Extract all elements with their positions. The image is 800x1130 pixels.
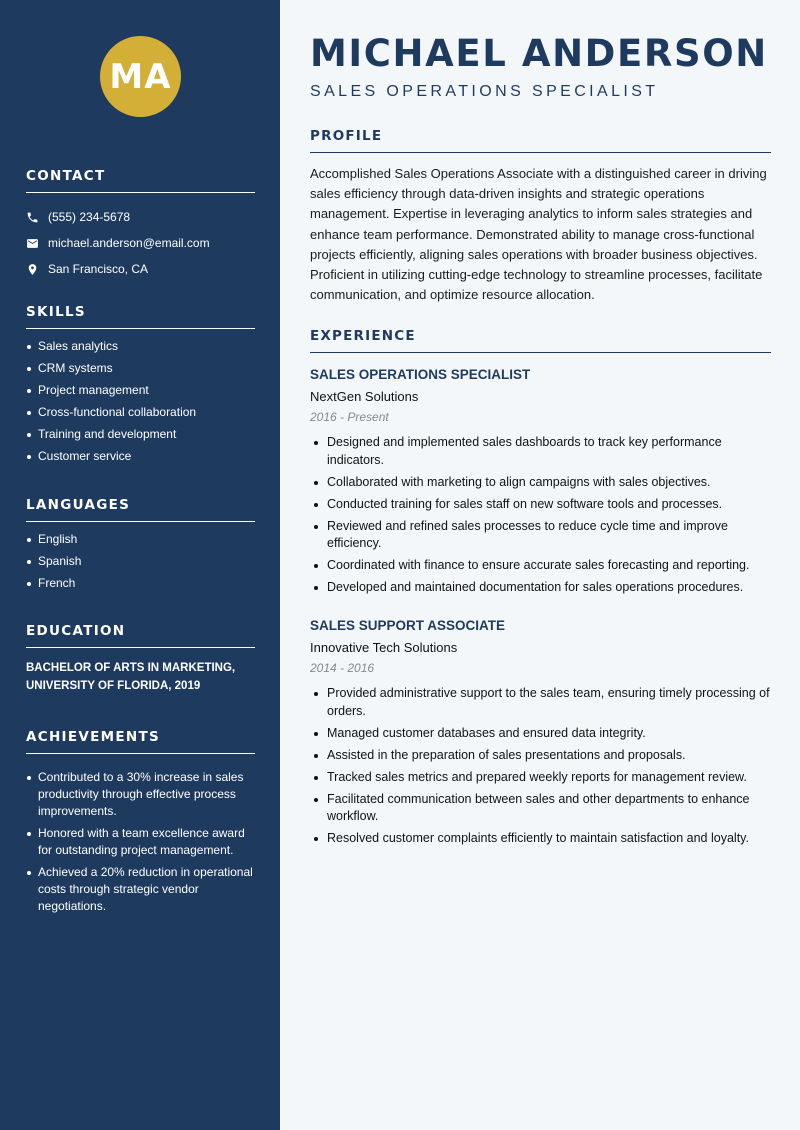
contact-heading: CONTACT bbox=[26, 168, 255, 193]
job-bullet: Tracked sales metrics and prepared weekly reports for management review. bbox=[310, 769, 771, 787]
profile-section bbox=[310, 128, 771, 305]
skill-item: Customer service bbox=[26, 449, 255, 464]
skills-heading: SKILLS bbox=[26, 304, 255, 329]
skill-item: Cross-functional collaboration bbox=[26, 405, 255, 420]
contact-phone bbox=[26, 204, 255, 230]
experience-section bbox=[310, 328, 771, 353]
job-bullet: Coordinated with finance to ensure accurate sales forecasting and reporting. bbox=[310, 557, 771, 575]
achievements-section bbox=[26, 729, 255, 920]
language-item: English bbox=[26, 532, 255, 547]
candidate-title: SALES OPERATIONS SPECIALIST bbox=[310, 83, 659, 100]
job-bullet: Managed customer databases and ensured data integrity. bbox=[310, 725, 771, 743]
education-line-2: UNIVERSITY OF FLORIDA, 2019 bbox=[26, 680, 201, 692]
job-bullet: Developed and maintained documentation for sales operations procedures. bbox=[310, 579, 771, 597]
location-pin-icon bbox=[26, 263, 39, 276]
achievements-heading: ACHIEVEMENTS bbox=[26, 729, 255, 754]
phone-icon bbox=[26, 211, 39, 224]
profile-heading: PROFILE bbox=[310, 128, 771, 153]
skill-item: Project management bbox=[26, 383, 255, 398]
job-bullet: Reviewed and refined sales processes to reduce cycle time and improve efficiency. bbox=[310, 518, 771, 553]
mail-icon bbox=[26, 237, 39, 250]
language-item: Spanish bbox=[26, 554, 255, 569]
job-company: Innovative Tech Solutions bbox=[310, 640, 458, 655]
achievement-item: Contributed to a 30% increase in sales productivity through effective process improvements. bbox=[26, 769, 255, 820]
job-entry bbox=[310, 617, 771, 852]
job-dates: 2014 - 2016 bbox=[310, 661, 375, 675]
profile-text: Accomplished Sales Operations Associate with a distinguished career in driving sales efficiency through data-driven insights and strategic operations management. Expertise in leveraging analytics to inform sales strategies and enhance team performance. Demonstrated ability to manage cross-functional projects efficiently, aligning sales operations with broader business objectives. Proficient in utilizing cutting-edge technology to streamline processes, facilitate communication, and optimize resource allocation. bbox=[310, 166, 767, 303]
skill-item: CRM systems bbox=[26, 361, 255, 376]
contact-email bbox=[26, 230, 255, 256]
job-title: SALES SUPPORT ASSOCIATE bbox=[310, 618, 506, 633]
education-degree bbox=[26, 659, 255, 695]
education-heading: EDUCATION bbox=[26, 623, 255, 648]
achievement-item: Honored with a team excellence award for outstanding project management. bbox=[26, 825, 255, 859]
contact-section bbox=[26, 168, 255, 282]
candidate-name: MICHAEL ANDERSON bbox=[310, 32, 768, 75]
job-bullet: Conducted training for sales staff on new software tools and processes. bbox=[310, 496, 771, 514]
job-bullet: Facilitated communication between sales and other departments to enhance workflow. bbox=[310, 791, 771, 826]
job-bullet: Collaborated with marketing to align campaigns with sales objectives. bbox=[310, 474, 771, 492]
languages-heading: LANGUAGES bbox=[26, 497, 255, 522]
job-bullet: Designed and implemented sales dashboards to track key performance indicators. bbox=[310, 434, 771, 469]
avatar-initials: MA bbox=[109, 56, 172, 97]
skill-item: Sales analytics bbox=[26, 339, 255, 354]
job-title: SALES OPERATIONS SPECIALIST bbox=[310, 367, 531, 382]
job-bullet: Provided administrative support to the sales team, ensuring timely processing of orders. bbox=[310, 685, 771, 720]
experience-heading: EXPERIENCE bbox=[310, 328, 771, 353]
phone-text: (555) 234-5678 bbox=[48, 210, 131, 224]
job-bullet: Assisted in the preparation of sales presentations and proposals. bbox=[310, 747, 771, 765]
languages-section bbox=[26, 497, 255, 598]
location-text: San Francisco, CA bbox=[48, 262, 149, 276]
contact-location bbox=[26, 256, 255, 282]
skills-section bbox=[26, 304, 255, 471]
skill-item: Training and development bbox=[26, 427, 255, 442]
language-item: French bbox=[26, 576, 255, 591]
job-bullet: Resolved customer complaints efficiently to maintain satisfaction and loyalty. bbox=[310, 830, 771, 848]
job-dates: 2016 - Present bbox=[310, 410, 389, 424]
job-company: NextGen Solutions bbox=[310, 389, 419, 404]
email-text: michael.anderson@email.com bbox=[48, 236, 210, 250]
education-line-1: BACHELOR OF ARTS IN MARKETING, bbox=[26, 662, 236, 674]
sidebar bbox=[0, 0, 280, 1130]
job-entry bbox=[310, 366, 771, 601]
education-section bbox=[26, 623, 255, 695]
achievement-item: Achieved a 20% reduction in operational costs through strategic vendor negotiations. bbox=[26, 864, 255, 915]
avatar bbox=[100, 36, 181, 117]
